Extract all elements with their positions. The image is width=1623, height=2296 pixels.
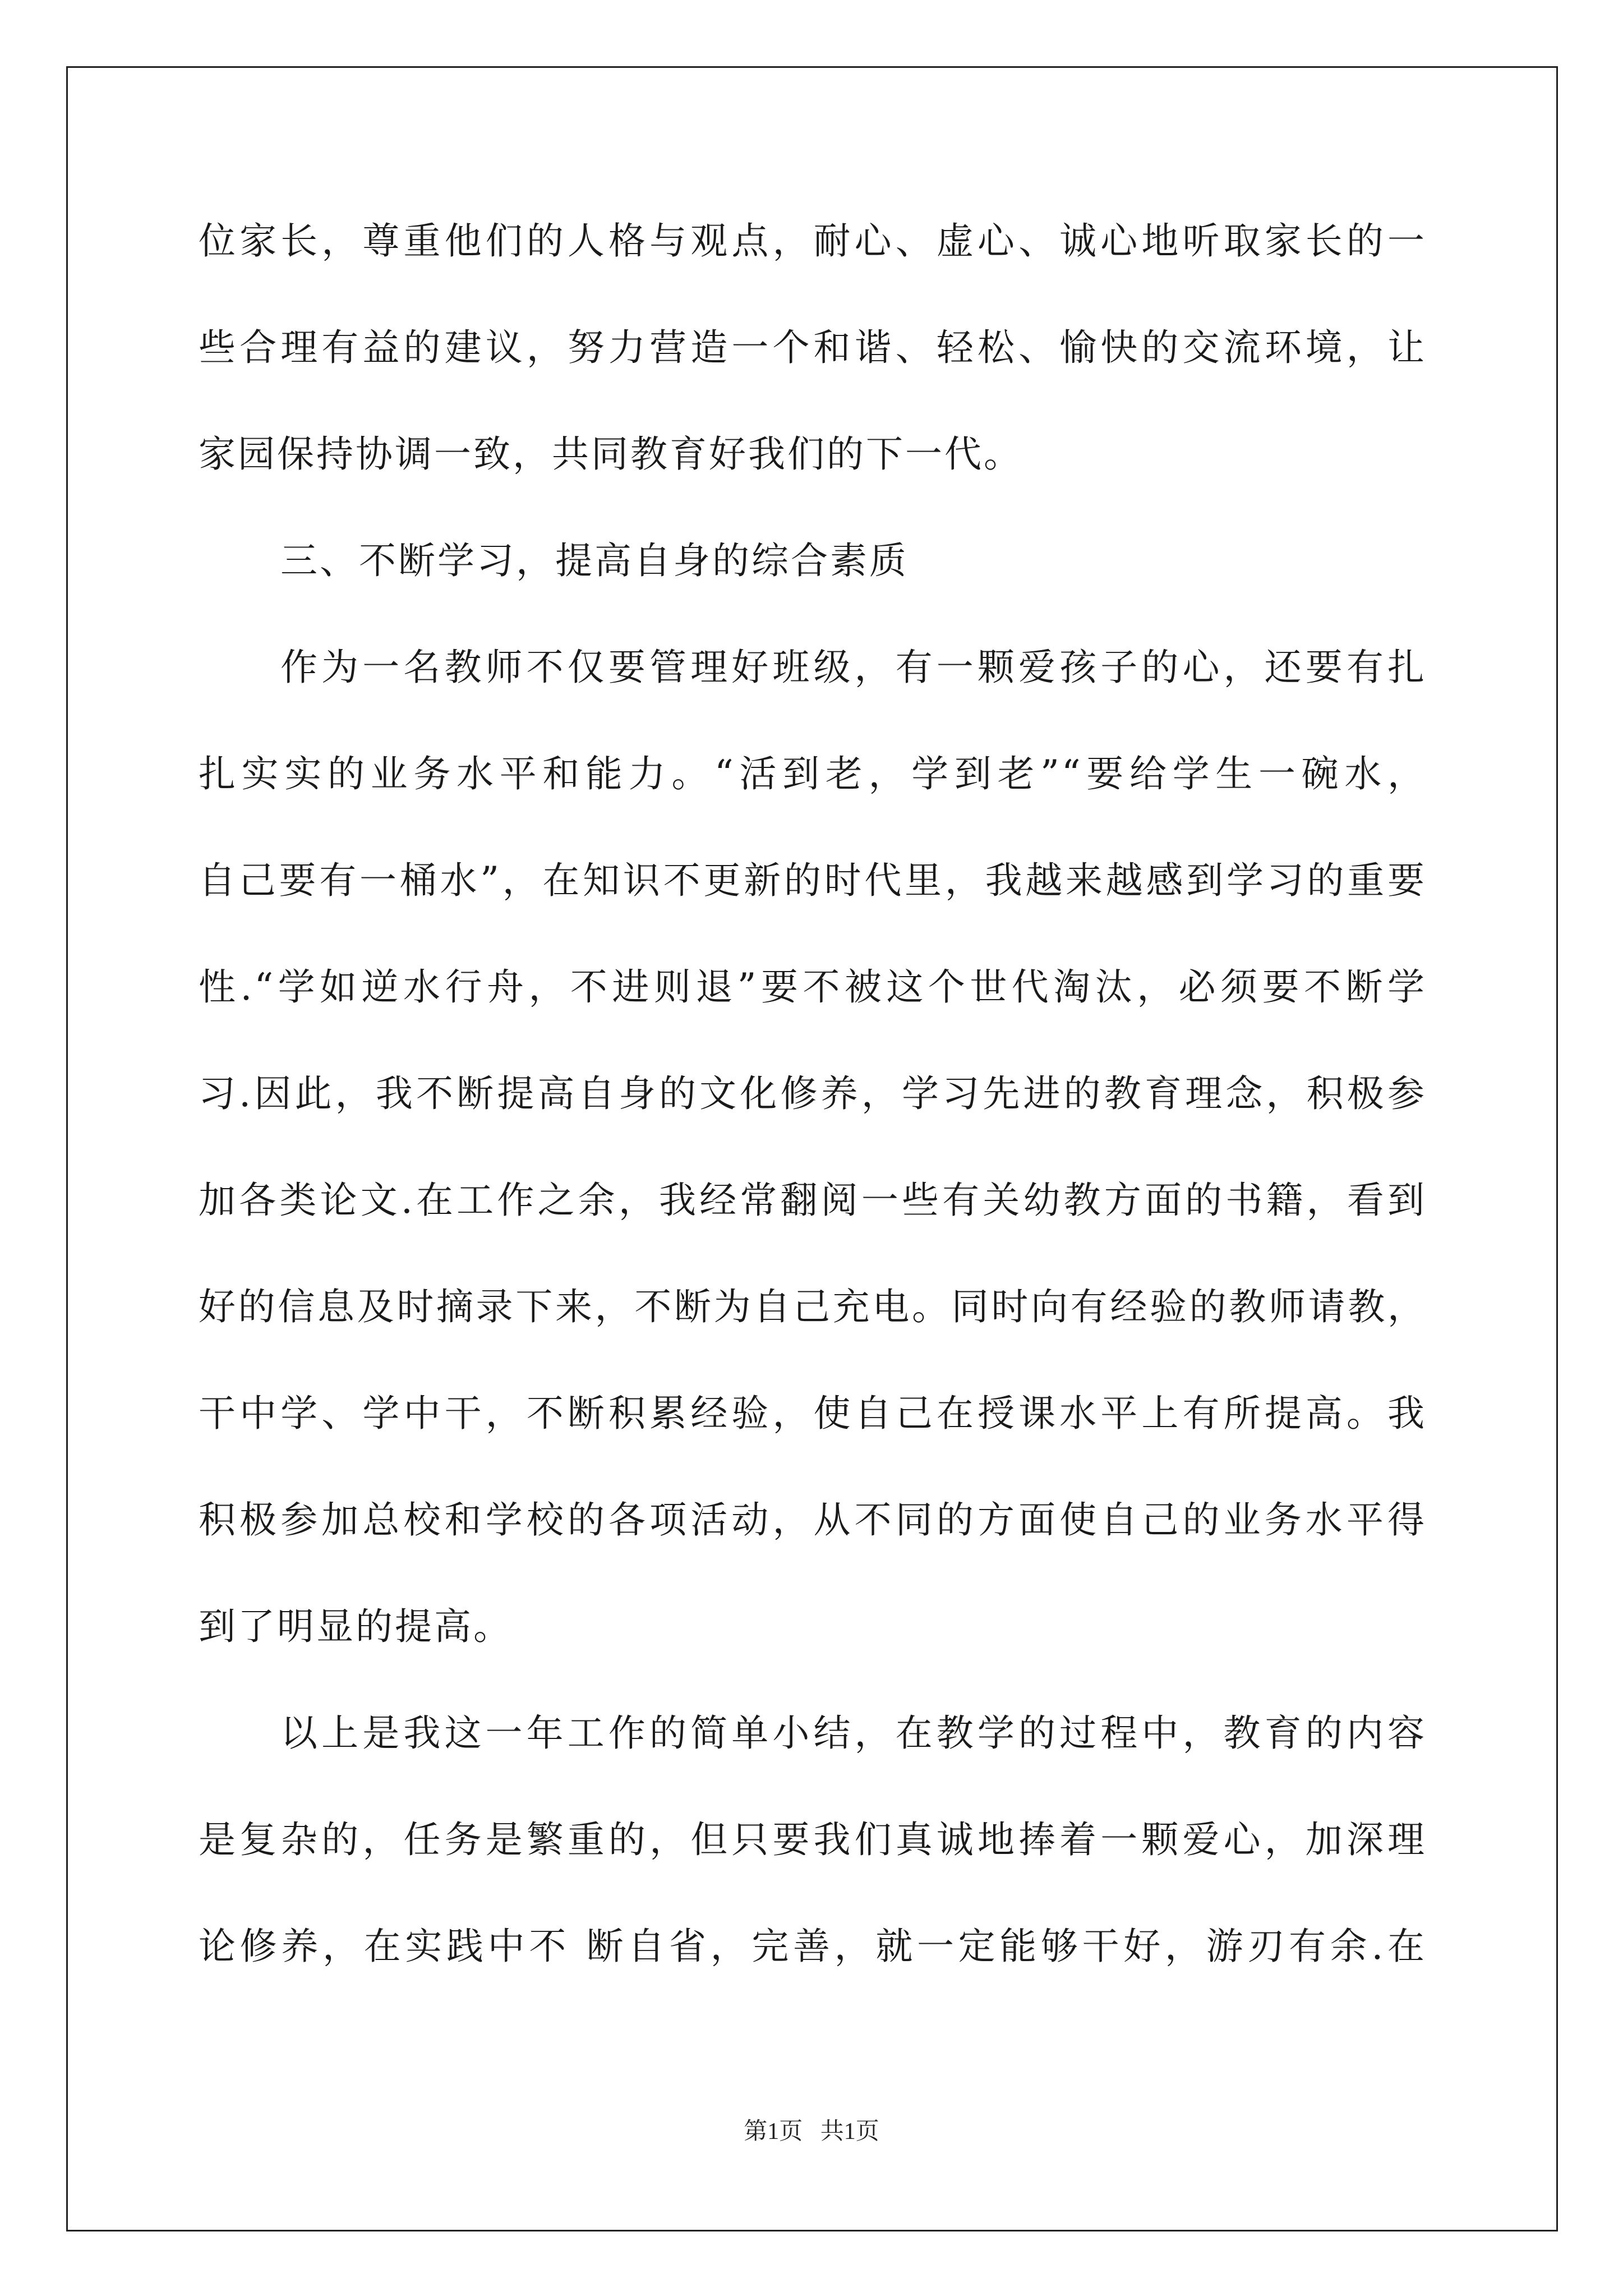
text-line-10: 加各类论文.在工作之余，我经常翻阅一些有关幼教方面的书籍，看到 (199, 1179, 1427, 1222)
page-border (66, 66, 1558, 2231)
text-line-9: 习.因此，我不断提高自身的文化修养，学习先进的教育理念，积极参 (199, 1072, 1427, 1115)
text-line-5: 作为一名教师不仅要管理好班级，有一颗爱孩子的心，还要有扎 (280, 646, 1427, 689)
text-line-12: 干中学、学中干，不断积累经验，使自己在授课水平上有所提高。我 (199, 1392, 1427, 1435)
text-line-15: 以上是我这一年工作的简单小结，在教学的过程中，教育的内容 (280, 1711, 1427, 1755)
page-number-footer: 第1页 共1页 (744, 2119, 879, 2145)
text-line-7: 自己要有一桶水”，在知识不更新的时代里，我越来越感到学习的重要 (199, 859, 1427, 902)
text-line-6: 扎实实的业务水平和能力。“活到老，学到老”“要给学生一碗水， (199, 752, 1427, 795)
section-heading: 三、不断学习，提高自身的综合素质 (280, 539, 909, 582)
text-line-3: 家园保持协调一致，共同教育好我们的下一代。 (199, 432, 1023, 476)
text-line-1: 位家长，尊重他们的人格与观点，耐心、虚心、诚心地听取家长的一 (199, 219, 1427, 263)
text-line-17: 论修养，在实践中不 断自省，完善，就一定能够干好，游刃有余.在 (199, 1925, 1427, 1968)
text-line-8: 性.“学如逆水行舟，不进则退”要不被这个世代淘汰，必须要不断学 (199, 965, 1427, 1009)
text-line-16: 是复杂的，任务是繁重的，但只要我们真诚地捧着一颗爱心，加深理 (199, 1818, 1427, 1861)
text-line-11: 好的信息及时摘录下来，不断为自己充电。同时向有经验的教师请教， (199, 1285, 1427, 1328)
text-line-13: 积极参加总校和学校的各项活动，从不同的方面使自己的业务水平得 (199, 1498, 1427, 1542)
text-line-14: 到了明显的提高。 (199, 1605, 513, 1648)
text-line-2: 些合理有益的建议，努力营造一个和谐、轻松、愉快的交流环境，让 (199, 326, 1427, 369)
